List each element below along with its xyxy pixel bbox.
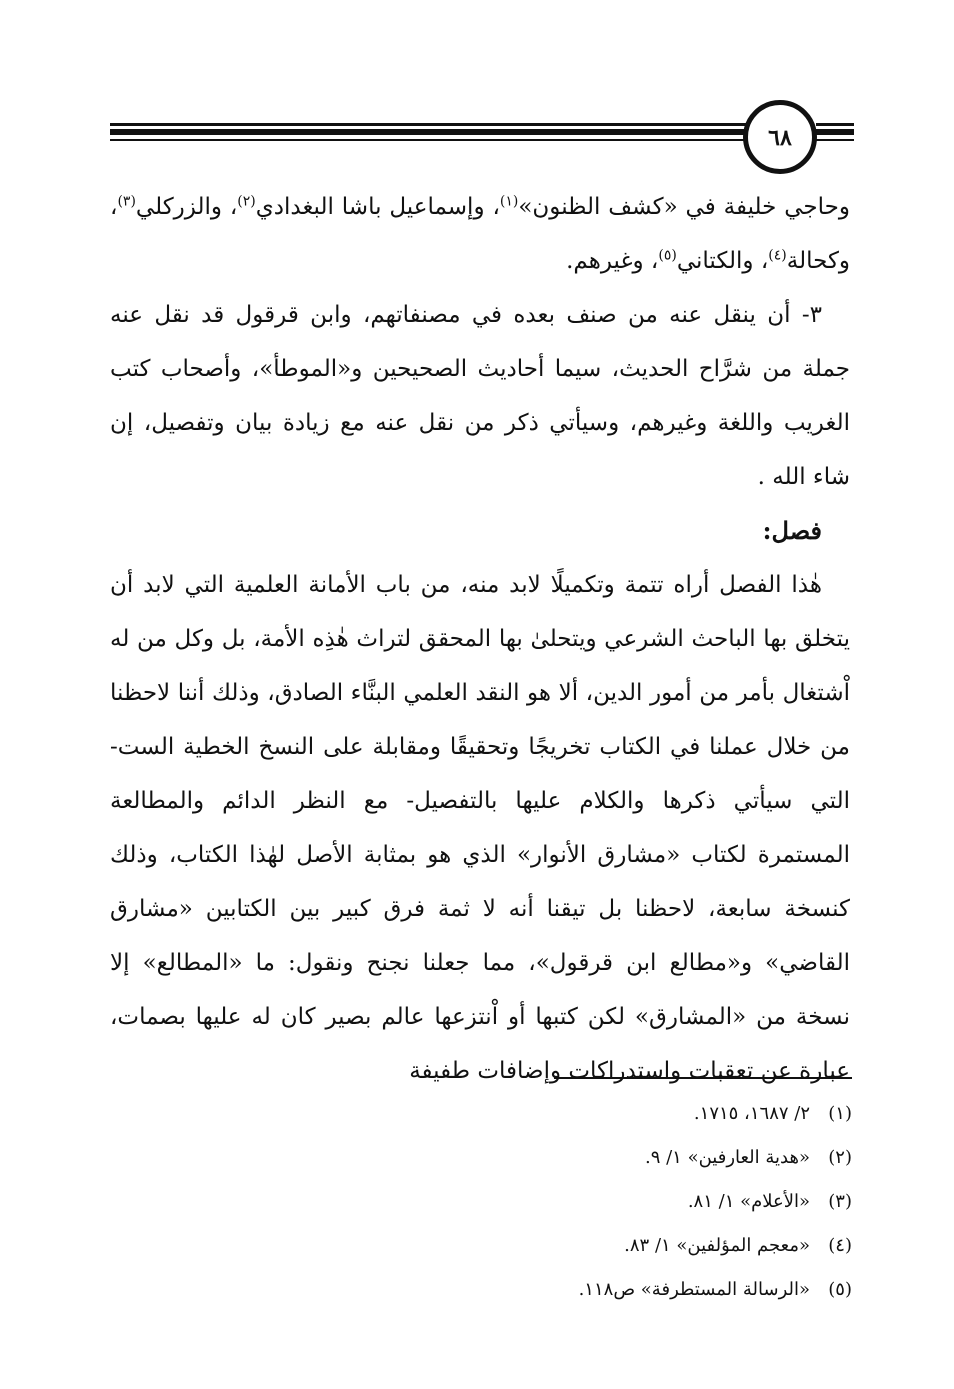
header-rule-right-top [816, 123, 854, 126]
footnote-number: (٣) [828, 1191, 852, 1212]
footnote-number: (٥) [828, 1279, 852, 1300]
header-rule-thin-bottom [110, 139, 746, 141]
footnote-text: «معجم المؤلفين» ١/ ٨٣. [624, 1235, 810, 1256]
footnote-ref-2[interactable]: (٢) [237, 193, 256, 210]
footnote-item [110, 1180, 852, 1224]
footnote-ref-1[interactable]: (١) [499, 193, 519, 210]
paragraph-point-3: ٣- أن ينقل عنه من صنف بعده في مصنفاتهم، وابن قرقول قد نقل عنه جملة من شرَّاح الحديث، سيما أحاديث الصحيحين و«الموطأ»، وأصحاب كتب الغريب واللغة وغيرهم، وسيأتي ذكر من نقل عنه مع زيادة بيان وتفصيل، إن شاء الله . [110, 302, 850, 490]
text-run: ، وغيرهم. [566, 248, 659, 274]
page-number: ٦٨ [768, 125, 792, 151]
main-text [110, 180, 850, 1098]
header-rule-right-thick [816, 129, 854, 135]
footnote-ref-4[interactable]: (٤) [768, 247, 787, 264]
footnote-number: (١) [828, 1103, 852, 1124]
footnote-number: (٢) [828, 1147, 852, 1168]
text-run: ، والكتاني [676, 248, 769, 274]
footnote-item [110, 1092, 852, 1136]
page-header [110, 96, 854, 170]
footnote-number: (٤) [828, 1235, 852, 1256]
footnote-item [110, 1136, 852, 1180]
footnote-ref-3[interactable]: (٣) [117, 193, 136, 210]
text-run: وحاجي خليفة في «كشف الظنون» [518, 194, 850, 220]
footnote-text: «الرسالة المستطرفة» ص١١٨. [578, 1279, 810, 1300]
text-run: ، وكحالة [110, 194, 850, 274]
paragraph-continuation [110, 180, 850, 288]
text-run: ، والزركلي [135, 194, 238, 220]
footnote-text: «الأعلام» ١/ ٨١. [687, 1191, 810, 1212]
footnote-separator [554, 1077, 852, 1079]
header-rule-thin-top [110, 123, 746, 126]
footnote-item [110, 1268, 852, 1312]
footnote-ref-5[interactable]: (٥) [658, 247, 677, 264]
page-number-badge [743, 100, 817, 174]
footnote-item [110, 1224, 852, 1268]
text-run: ، وإسماعيل باشا البغدادي [255, 194, 500, 220]
section-heading: فصل: [762, 516, 822, 545]
footnotes [110, 1092, 852, 1312]
header-rule-thick [110, 129, 746, 135]
header-rule-right-bottom [816, 139, 854, 141]
paragraph-section-body: هٰذا الفصل أراه تتمة وتكميلًا لابد منه، من باب الأمانة العلمية التي لابد أن يتخلق بها الباحث الشرعي ويتحلىٰ بها المحقق لتراث هٰذِه الأمة، بل وكل من له اْشتغال بأمر من أمور الدين، ألا هو النقد العلمي البنَّاء الصادق، وذلك أننا لاحظنا من خلال عملنا في الكتاب تخريجًا وتحقيقًا ومقابلة على النسخ الخطية الست- التي سيأتي ذكرها والكلام عليها بالتفصيل- مع النظر الدائم والمطالعة المستمرة لكتاب «مشارق الأنوار» الذي هو بمثابة الأصل لهٰذا الكتاب، وذلك كنسخة سابعة، لاحظنا بل تيقنا أنه لا ثمة فرق كبير بين الكتابين «مشارق القاضي» و«مطالع ابن قرقول»، مما جعلنا نجنح ونقول: ما «المطالع» إلا نسخة من «المشارق» لكن كتبها أو اْنتزعها عالم بصير كان له عليها بصمات، عبارة عن تعقبات واستدراكات وإضافات طفيفة [110, 572, 850, 1084]
footnote-text: ٢/ ١٦٨٧، ١٧١٥. [693, 1103, 810, 1124]
footnote-text: «هدية العارفين» ١/ ٩. [644, 1147, 810, 1168]
